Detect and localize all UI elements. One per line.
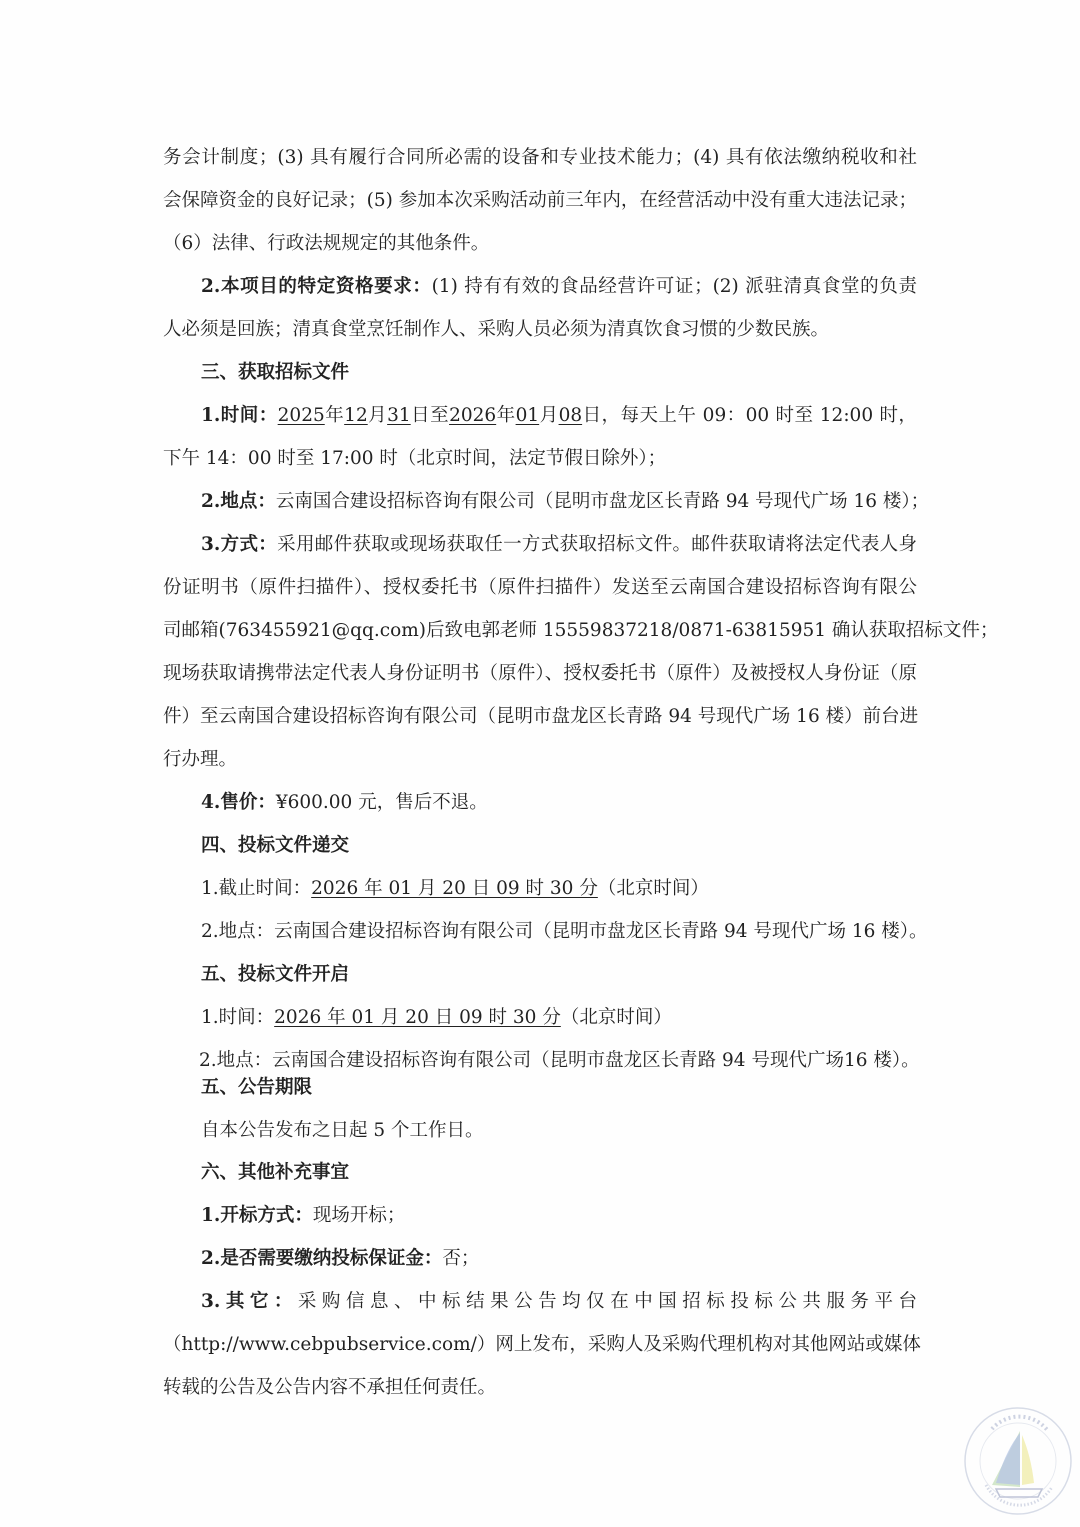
section-heading-obtain-documents: 三、获取招标文件: [201, 362, 350, 383]
month-char: 月: [539, 405, 559, 426]
obtain-location-line: [201, 489, 930, 515]
other-notes-line: （http://www.cebpubservice.com/）网上发布，采购人及采购代理机构对其他网站或媒体: [163, 1334, 921, 1355]
specific-qualification-line: [201, 274, 917, 300]
specific-qualification-label: 2.本项目的特定资格要求：: [201, 276, 432, 297]
obtain-method-line: [201, 532, 917, 558]
qualification-text-line: （6）法律、行政法规规定的其他条件。: [163, 233, 490, 254]
price-line: [201, 790, 917, 816]
qualification-text-line: 务会计制度；(3) 具有履行合同所必需的设备和专业技术能力；(4) 具有依法缴纳税收和社: [163, 147, 917, 168]
obtain-method-line: 份证明书（原件扫描件）、授权委托书（原件扫描件）发送至云南国合建设招标咨询有限公: [163, 577, 917, 598]
bid-bond-line: [201, 1246, 917, 1272]
obtain-location-label: 2.地点：: [201, 491, 276, 512]
start-year: 2025: [277, 405, 325, 426]
section-heading-bid-opening: 五、投标文件开启: [201, 964, 350, 985]
submission-location-text: 云南国合建设招标咨询有限公司（昆明市盘龙区长青路 94 号现代广场 16 楼）。: [274, 921, 928, 942]
submission-location-line: [201, 919, 928, 945]
day-to-char: 日至: [410, 405, 450, 426]
obtain-time-hours: ，每天上午 09：00 时至 12:00 时，: [601, 405, 917, 426]
obtain-location-text: 云南国合建设招标咨询有限公司（昆明市盘龙区长青路 94 号现代广场 16 楼）；: [275, 491, 930, 512]
submission-deadline-datetime: 2026 年 01 月 20 日 09 时 30 分: [311, 878, 598, 899]
submission-location-label: 2.地点：: [201, 921, 275, 942]
other-notes-line: 转载的公告及公告内容不承担任何责任。: [163, 1377, 497, 1398]
opening-method-label: 1.开标方式：: [201, 1205, 313, 1226]
qualification-text-line: 会保障资金的良好记录；(5) 参加本次采购活动前三年内，在经营活动中没有重大违法记录；: [163, 190, 917, 211]
obtain-method-label: 3.方式：: [201, 534, 278, 555]
opening-location-text: 云南国合建设招标咨询有限公司（昆明市盘龙区长青路 94 号现代广场16 楼）。: [272, 1050, 920, 1071]
other-notes-label: 3.其它：: [201, 1291, 298, 1312]
opening-time-line: [201, 1005, 917, 1031]
price-text: ¥600.00 元，售后不退。: [275, 792, 488, 813]
specific-qualification-text: (1) 持有有效的食品经营许可证；(2) 派驻清真食堂的负责: [431, 276, 917, 297]
obtain-time-line: 下午 14：00 时至 17:00 时（北京时间，法定节假日除外）；: [163, 448, 667, 469]
timezone-note: （北京时间）: [597, 878, 709, 899]
other-notes-line: [201, 1289, 917, 1315]
end-year: 2026: [449, 405, 497, 426]
school-logo-seal-icon: [962, 1405, 1074, 1517]
obtain-method-line: 司邮箱(763455921@qq.com)后致电郭老师 15559837218/0871-63815951 确认获取招标文件；: [163, 620, 999, 641]
opening-location-label: 2.地点：: [199, 1050, 273, 1071]
submission-deadline-line: [201, 876, 917, 902]
price-label: 4.售价：: [201, 792, 276, 813]
obtain-method-line: 行办理。: [163, 749, 238, 770]
opening-method-line: [201, 1203, 917, 1229]
opening-method-text: 现场开标；: [312, 1205, 406, 1226]
obtain-time-line: [201, 403, 917, 429]
month-char: 月: [367, 405, 388, 426]
year-char: 年: [324, 405, 345, 426]
submission-deadline-label: 1.截止时间：: [201, 878, 312, 899]
year-char: 年: [496, 405, 516, 426]
end-month: 01: [515, 405, 540, 426]
end-day: 08: [558, 405, 583, 426]
obtain-method-line: 件）至云南国合建设招标咨询有限公司（昆明市盘龙区长青路 94 号现代广场 16 楼）前台进: [163, 706, 919, 727]
timezone-note: （北京时间）: [560, 1007, 672, 1028]
announcement-period-text: 自本公告发布之日起 5 个工作日。: [201, 1120, 484, 1141]
bid-bond-label: 2.是否需要缴纳投标保证金：: [201, 1248, 443, 1269]
opening-time-label: 1.时间：: [201, 1007, 275, 1028]
obtain-time-label: 1.时间：: [201, 405, 278, 426]
start-day: 31: [387, 405, 411, 426]
section-heading-other-matters: 六、其他补充事宜: [201, 1162, 350, 1183]
section-heading-bid-submission: 四、投标文件递交: [201, 835, 350, 856]
obtain-method-line: 现场获取请携带法定代表人身份证明书（原件）、授权委托书（原件）及被授权人身份证（原: [163, 663, 917, 684]
day-char: 日: [582, 405, 602, 426]
start-month: 12: [344, 405, 368, 426]
specific-qualification-line: 人必须是回族；清真食堂烹饪制作人、采购人员必须为清真饮食习惯的少数民族。: [163, 319, 830, 340]
opening-datetime: 2026 年 01 月 20 日 09 时 30 分: [274, 1007, 561, 1028]
obtain-method-text: 采用邮件获取或现场获取任一方式获取招标文件。邮件获取请将法定代表人身: [277, 534, 917, 555]
opening-location-line: [199, 1048, 919, 1074]
bid-bond-text: 否；: [442, 1248, 480, 1269]
other-notes-text: 采购信息、中标结果公告均仅在中国招标投标公共服务平台: [297, 1291, 917, 1312]
section-heading-announcement-period: 五、公告期限: [201, 1077, 313, 1098]
